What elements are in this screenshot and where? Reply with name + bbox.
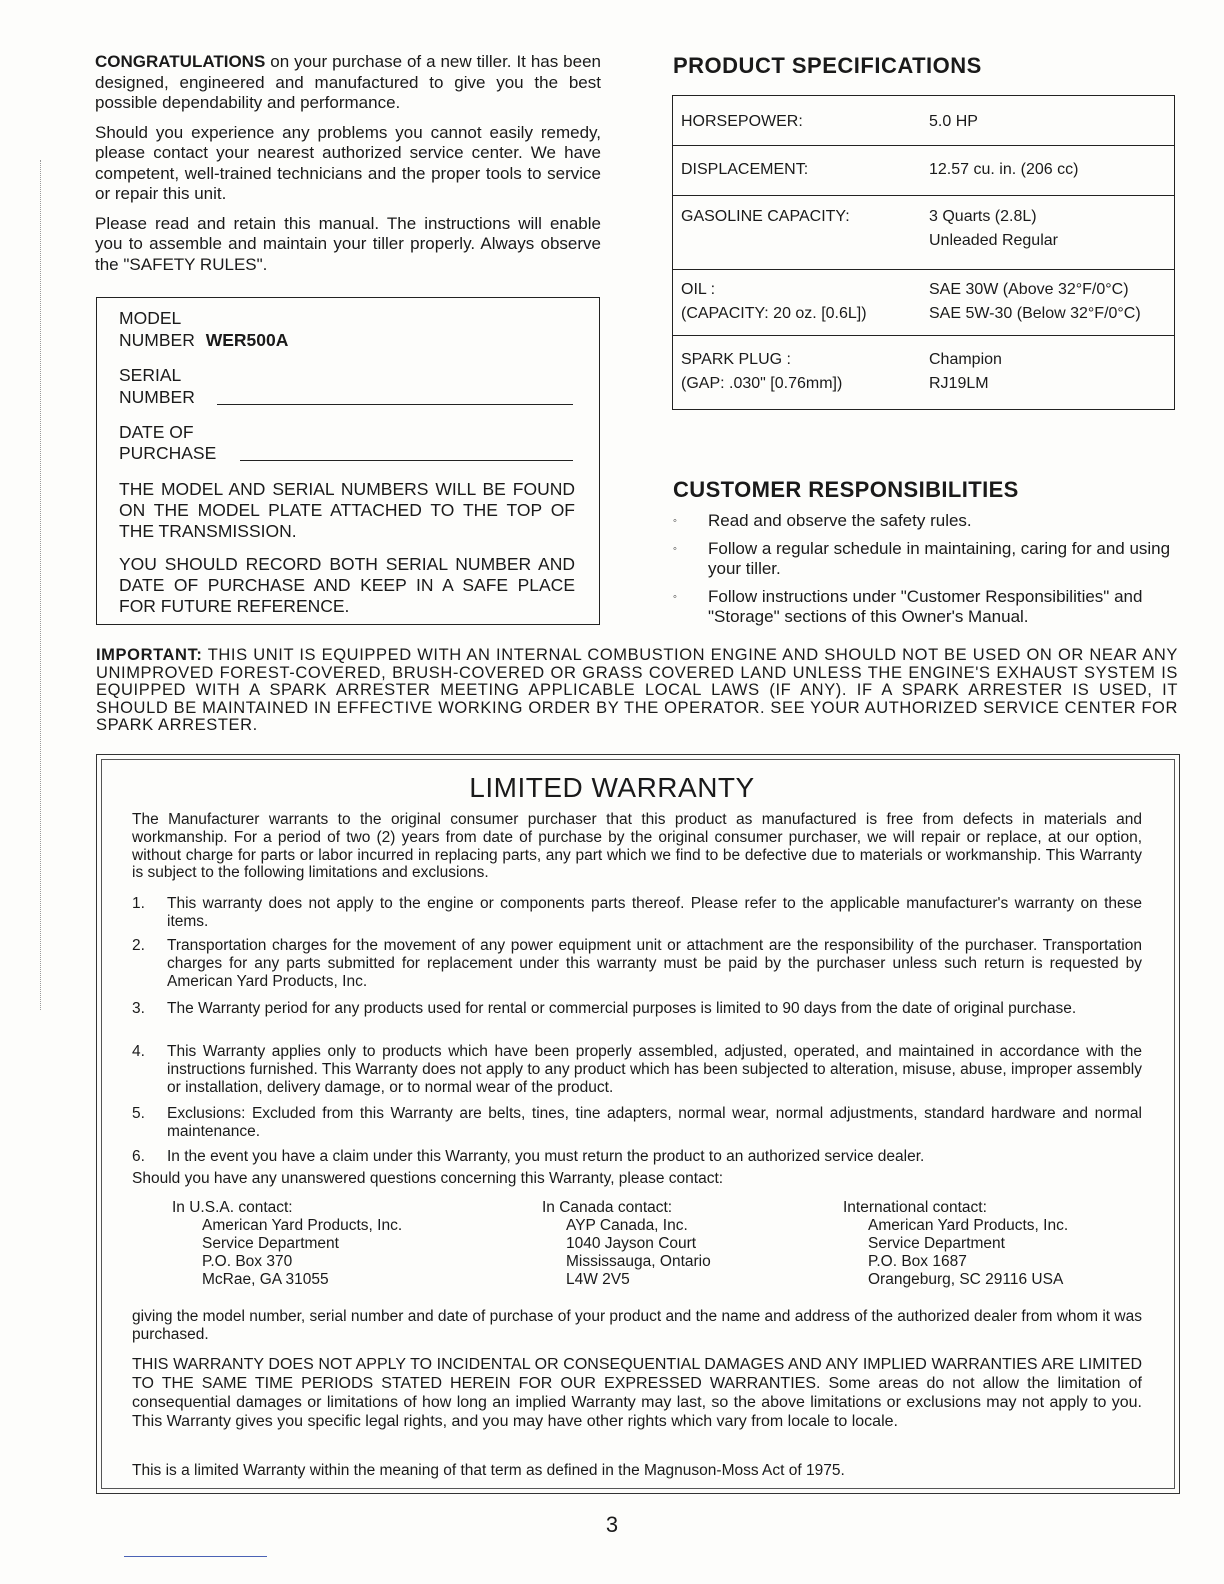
spec-value-secondary: RJ19LM — [929, 375, 989, 392]
contact-canada — [542, 1199, 711, 1289]
warranty-item — [132, 1148, 1142, 1166]
item-text: This Warranty applies only to products which have been properly assembled, adjusted, operated, and maintained in accordance with the instructions furnished. This Warranty does not apply to any product which has been subjected to alteration, misuse, abuse, improper assembly or installation, delivery damage, or to normal wear of the product. — [167, 1043, 1142, 1096]
item-number: 6. — [132, 1148, 145, 1165]
spec-label: DISPLACEMENT: — [681, 161, 809, 178]
item-number: 2. — [132, 937, 145, 954]
spec-row — [673, 96, 1174, 146]
item-text: Exclusions: Excluded from this Warranty are belts, tines, tine adapters, normal wear, normal adjustments, standard hardware and normal maintenance. — [167, 1105, 1142, 1140]
serial-label-1: SERIAL — [119, 365, 182, 385]
contact-line: American Yard Products, Inc. — [868, 1217, 1069, 1234]
model-number-line — [119, 330, 288, 351]
contact-line: L4W 2V5 — [566, 1271, 630, 1288]
item-text: This warranty does not apply to the engine or components parts thereof. Please refer to the applicable manufacturer's warranty on these items. — [167, 895, 1142, 930]
spec-row — [673, 146, 1174, 196]
bullet-icon: ◦ — [673, 543, 677, 555]
spec-value: 3 Quarts (2.8L) — [929, 208, 1037, 225]
warranty-questions: Should you have any unanswered questions concerning this Warranty, please contact: — [132, 1170, 724, 1187]
serial-number-blank — [217, 404, 573, 405]
spec-value: 5.0 HP — [929, 113, 978, 130]
contact-line: American Yard Products, Inc. — [202, 1217, 403, 1234]
warranty-item — [132, 895, 1142, 931]
responsibility-text: Follow a regular schedule in maintaining, caring for and using your tiller. — [708, 539, 1171, 578]
item-text: In the event you have a claim under this Warranty, you must return the product to an authorized service dealer. — [167, 1148, 925, 1165]
spec-label-secondary: (GAP: .030" [0.76mm]) — [681, 375, 843, 392]
congrats-lead: CONGRATULATIONS — [95, 52, 266, 71]
contact-line: P.O. Box 1687 — [868, 1253, 967, 1270]
spec-row — [673, 196, 1174, 270]
plate-note: THE MODEL AND SERIAL NUMBERS WILL BE FOUND ON THE MODEL PLATE ATTACHED TO THE TOP OF THE TRANSMISSION. — [119, 479, 575, 541]
item-text: Transportation charges for the movement of any power equipment unit or attachment are the responsibility of the purchaser. Transportation charges for any parts submitted for replacement under this warranty must be paid by the purchaser unless such return is requested by American Yard Products, Inc. — [167, 937, 1142, 990]
item-number: 5. — [132, 1105, 145, 1122]
important-notice — [96, 647, 1178, 735]
warranty-item — [132, 1105, 1142, 1141]
bullet-icon: ◦ — [673, 591, 677, 603]
contact-line: Service Department — [868, 1235, 1005, 1252]
date-label-2: PURCHASE — [119, 443, 217, 463]
warranty-item — [132, 1000, 1142, 1018]
responsibility-item — [673, 511, 1178, 531]
responsibility-item — [673, 587, 1178, 627]
specifications-table — [672, 95, 1175, 410]
contact-heading: In U.S.A. contact: — [172, 1199, 293, 1216]
item-text: The Warranty period for any products used for rental or commercial purposes is limited to 90 days from the date of original purchase. — [167, 1000, 1077, 1017]
scan-margin-mark — [40, 160, 41, 1010]
item-number: 3. — [132, 1000, 145, 1017]
date-label-1: DATE OF — [119, 422, 194, 442]
serial-label-2: NUMBER — [119, 387, 195, 407]
item-number: 4. — [132, 1043, 145, 1060]
purchase-date-blank — [240, 460, 573, 461]
warranty-item — [132, 937, 1142, 990]
retain-paragraph: Please read and retain this manual. The instructions will enable you to assemble and maintain your tiller properly. Always observe the "SAFETY RULES". — [95, 213, 601, 274]
disclaimer-caps: THIS WARRANTY DOES NOT APPLY TO INCIDENTAL OR CONSEQUENTIAL DAMAGES AND ANY IMPLIED WARRANTIES ARE LIMITED TO THE SAME TIME PERIODS STATED HEREIN FOR OUR EXPRESSED WARRANTIES. — [132, 1356, 1142, 1392]
congrats-paragraph — [95, 52, 601, 114]
warranty-title: LIMITED WARRANTY — [469, 772, 755, 803]
item-number: 1. — [132, 895, 145, 912]
spec-value-secondary: SAE 5W-30 (Below 32°F/0°C) — [929, 305, 1141, 322]
spec-label: SPARK PLUG : — [681, 351, 791, 368]
model-label-2: NUMBER — [119, 330, 195, 350]
contact-line: Service Department — [202, 1235, 339, 1252]
model-record-box — [96, 297, 600, 625]
spec-label: HORSEPOWER: — [681, 113, 803, 130]
disclaimer-text: Some areas do not allow the limitation of consequential damages or limitations of how long an implied Warranty may last, so the above limitations or exclusions may not apply to you. This Warranty gives you specific legal rights, and you may have other rights which vary from locale to locale. — [132, 1375, 1142, 1430]
spec-row — [673, 336, 1174, 409]
footer-rule — [124, 1556, 267, 1557]
spec-label: OIL : — [681, 281, 716, 298]
spec-value: Champion — [929, 351, 1002, 368]
responsibility-text: Follow instructions under "Customer Responsibilities" and "Storage" sections of this Owner's Manual. — [708, 587, 1143, 626]
warranty-intro: The Manufacturer warrants to the original consumer purchaser that this product as manufactured is free from defects in materials and workmanship. For a period of two (2) years from date of purchase by the original consumer purchaser, we will repair or replace, at our option, without charge for parts or labor incurred in replacing parts, any part which we find to be defective due to materials or workmanship. This Warranty is subject to the following limitations and exclusions. — [132, 811, 1142, 882]
warranty-disclaimer — [132, 1355, 1142, 1431]
contact-line: P.O. Box 370 — [202, 1253, 293, 1270]
spec-label: GASOLINE CAPACITY: — [681, 208, 850, 225]
contact-line: Mississauga, Ontario — [566, 1253, 711, 1270]
spec-label-secondary: (CAPACITY: 20 oz. [0.6L]) — [681, 305, 867, 322]
responsibility-text: Read and observe the safety rules. — [708, 511, 972, 530]
contact-heading: In Canada contact: — [542, 1199, 673, 1216]
contact-heading: International contact: — [843, 1199, 987, 1216]
spec-value: SAE 30W (Above 32°F/0°C) — [929, 281, 1129, 298]
contact-line: AYP Canada, Inc. — [566, 1217, 688, 1234]
spec-row — [673, 270, 1174, 336]
intro-section — [95, 52, 601, 284]
contact-line: McRae, GA 31055 — [202, 1271, 329, 1288]
customer-responsibilities-title: CUSTOMER RESPONSIBILITIES — [673, 477, 1019, 502]
warranty-item — [132, 1043, 1142, 1096]
congrats-text: on your purchase of a new tiller. It has been designed, engineered and manufactured to give you the best possible dependability and performance. — [95, 52, 601, 112]
important-text: THIS UNIT IS EQUIPPED WITH AN INTERNAL COMBUSTION ENGINE AND SHOULD NOT BE USED ON OR NEAR ANY UNIMPROVED FOREST-COVERED, BRUSH-COVERED OR GRASS COVERED LAND UNLESS THE ENGINE'S EXHAUST SYSTEM IS EQUIPPED WITH A SPARK ARRESTER MEETING APPLICABLE LOCAL LAWS (IF ANY). IF A SPARK ARRESTER IS USED, IT SHOULD BE MAINTAINED IN EFFECTIVE WORKING ORDER BY THE OPERATOR. SEE YOUR AUTHORIZED SERVICE CENTER FOR SPARK ARRESTER. — [96, 646, 1178, 734]
contact-line: Orangeburg, SC 29116 USA — [868, 1271, 1064, 1288]
bullet-icon: ◦ — [673, 515, 677, 527]
magnuson-moss-note: This is a limited Warranty within the meaning of that term as defined in the Magnuson-Moss Act of 1975. — [132, 1462, 845, 1479]
model-label-1: MODEL — [119, 308, 182, 328]
contact-international — [843, 1199, 1068, 1289]
page-number: 3 — [605, 1512, 619, 1537]
model-number: WER500A — [205, 330, 289, 350]
spec-value-secondary: Unleaded Regular — [929, 232, 1058, 249]
contact-line: 1040 Jayson Court — [566, 1235, 697, 1252]
spec-value: 12.57 cu. in. (206 cc) — [929, 161, 1079, 178]
important-lead: IMPORTANT: — [96, 646, 203, 664]
specifications-title: PRODUCT SPECIFICATIONS — [673, 53, 982, 78]
contact-usa — [172, 1199, 402, 1289]
warranty-giving: giving the model number, serial number and date of purchase of your product and the name and address of the authorized dealer from whom it was purchased. — [132, 1308, 1142, 1343]
record-note: YOU SHOULD RECORD BOTH SERIAL NUMBER AND DATE OF PURCHASE AND KEEP IN A SAFE PLACE FOR FUTURE REFERENCE. — [119, 554, 575, 616]
problems-paragraph: Should you experience any problems you cannot easily remedy, please contact your nearest authorized service center. We have competent, well-trained technicians and the proper tools to service or repair this unit. — [95, 122, 601, 203]
responsibility-item — [673, 539, 1178, 579]
